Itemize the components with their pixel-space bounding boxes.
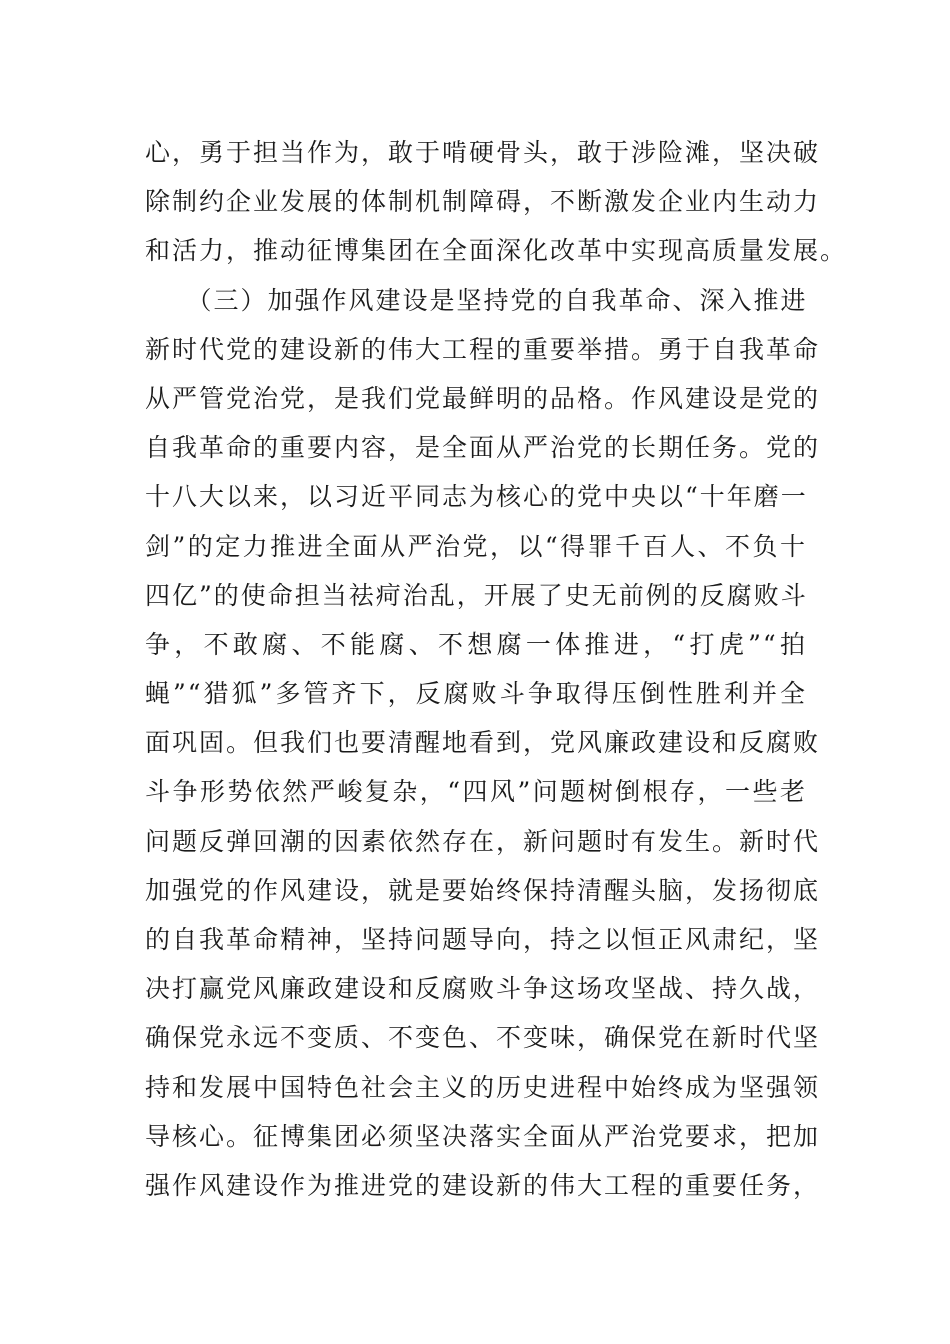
text-line: 的自我革命精神，坚持问题导向，持之以恒正风肃纪，坚 [145,925,821,954]
text-line: 持和发展中国特色社会主义的历史进程中始终成为坚强领 [145,1072,821,1102]
text-line: 新时代党的建设新的伟大工程的重要举措。勇于自我革命 [145,334,821,364]
text-line: 争，不敢腐、不能腐、不想腐一体推进，“打虎”“拍 [145,629,807,659]
text-line: 问题反弹回潮的因素依然存在，新问题时有发生。新时代 [145,826,821,856]
text-line: 除制约企业发展的体制机制障碍，不断激发企业内生动力 [145,187,821,217]
text-line: 面巩固。但我们也要清醒地看到，党风廉政建设和反腐败 [145,728,821,758]
text-line: 从严管党治党，是我们党最鲜明的品格。作风建设是党的 [145,383,821,413]
text-line: 和活力，推动征博集团在全面深化改革中实现高质量发展。 [145,236,848,266]
text-line: 十八大以来，以习近平同志为核心的党中央以“十年磨一 [145,482,808,512]
text-line: （三）加强作风建设是坚持党的自我革命、深入推进 [145,285,808,315]
text-line: 决打赢党风廉政建设和反腐败斗争这场攻坚战、持久战， [145,974,821,1004]
text-line: 自我革命的重要内容，是全面从严治党的长期任务。党的 [145,433,821,463]
text-line: 加强党的作风建设，就是要始终保持清醒头脑，发扬彻底 [145,875,821,905]
text-line: 蝇”“猎狐”多管齐下，反腐败斗争取得压倒性胜利并全 [145,679,807,709]
text-line: 剑”的定力推进全面从严治党，以“得罪千百人、不负十 [145,531,807,561]
text-line: 斗争形势依然严峻复杂，“四风”问题树倒根存，一些老 [145,777,807,807]
body-text [145,128,848,1210]
text-line: 确保党永远不变质、不变色、不变味，确保党在新时代坚 [145,1023,821,1053]
text-line: 导核心。征博集团必须坚决落实全面从严治党要求，把加 [145,1121,821,1151]
text-line: 强作风建设作为推进党的建设新的伟大工程的重要任务， [145,1170,821,1200]
text-line: 四亿”的使命担当祛疴治乱，开展了史无前例的反腐败斗 [145,580,808,610]
text-line: 心，勇于担当作为，敢于啃硬骨头，敢于涉险滩，坚决破 [145,138,821,167]
